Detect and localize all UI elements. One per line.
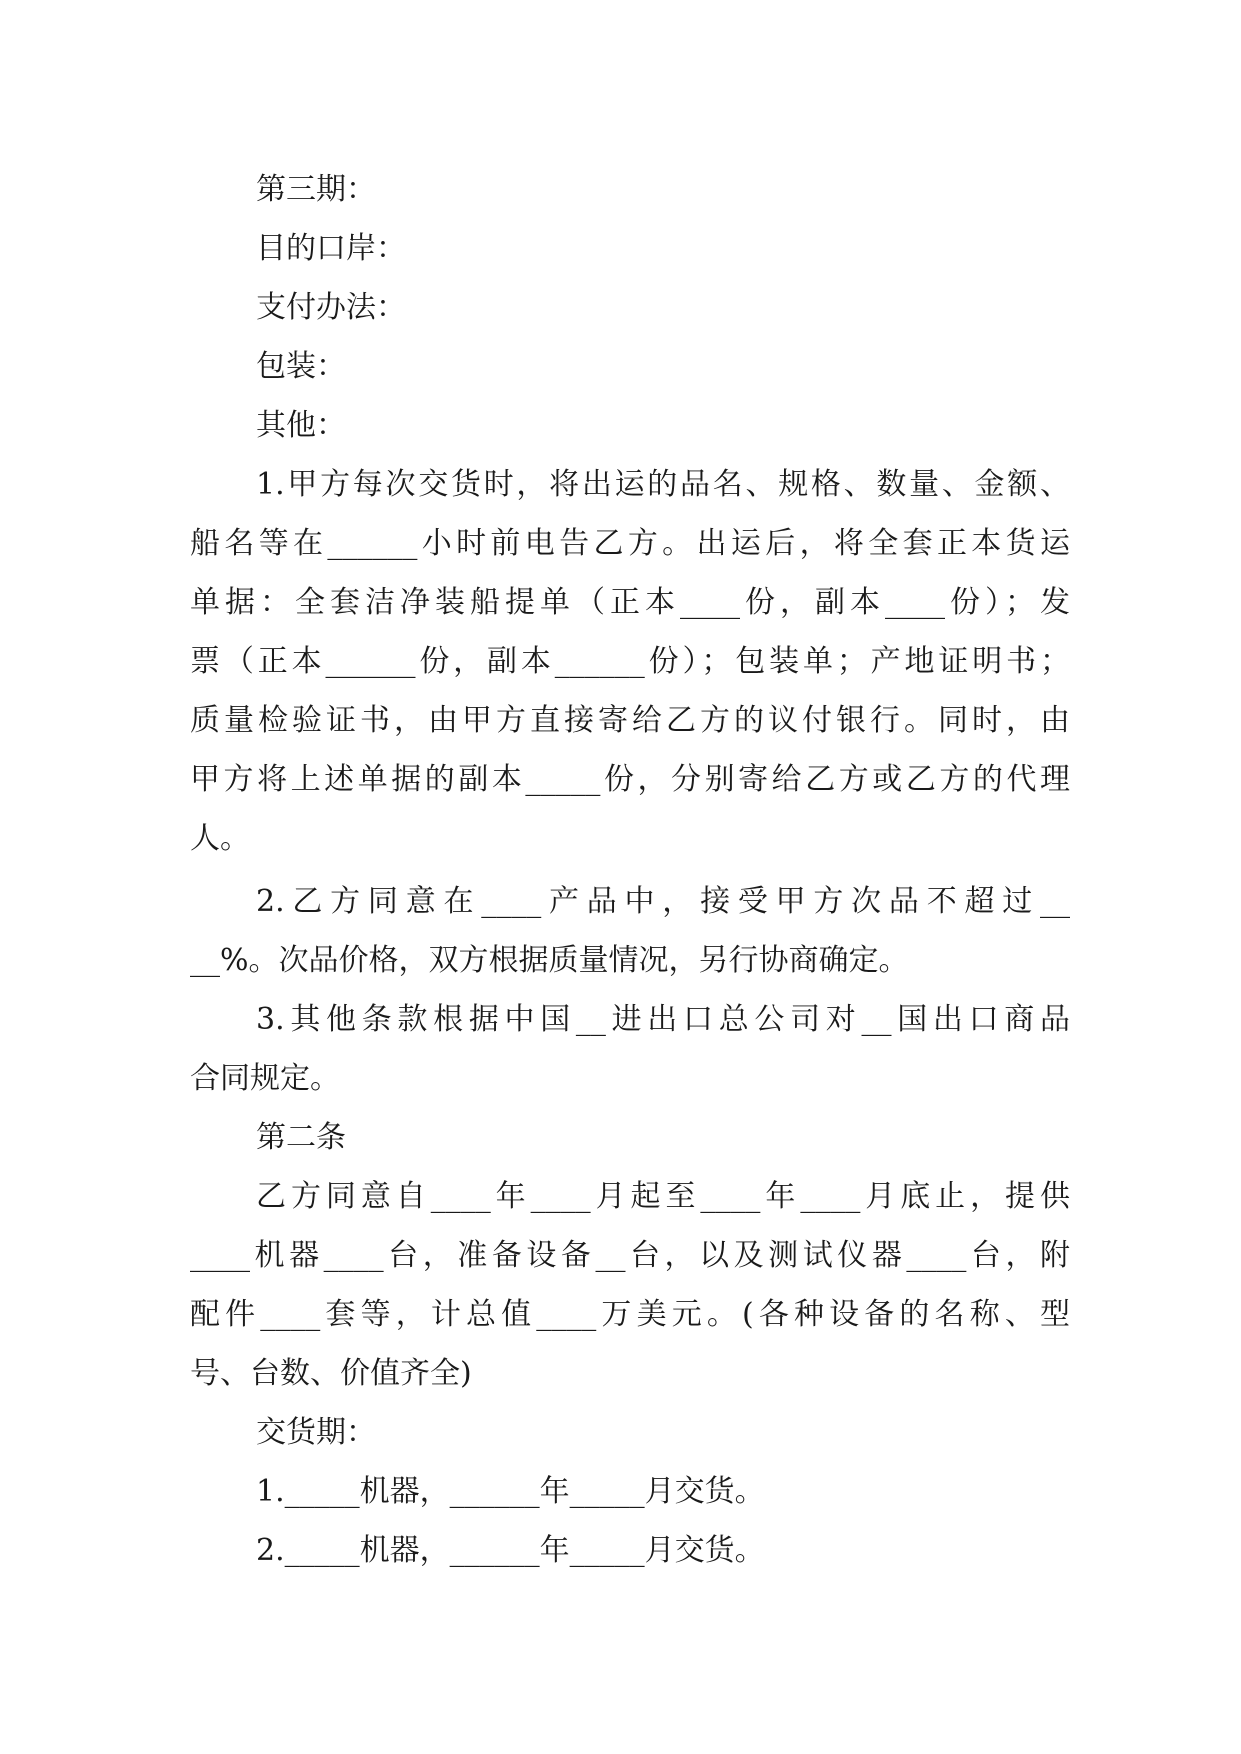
delivery-item-1: 1._____机器，______年_____月交货。 (256, 1474, 765, 1509)
article-two-heading: 第二条 (256, 1120, 346, 1155)
clause-1-line-3: 单据：全套洁净装船提单（正本____份，副本____份）；发 (190, 585, 1070, 620)
document-body (190, 160, 1070, 1580)
clause-1-line-1: 1.甲方每次交货时，将出运的品名、规格、数量、金额、 (256, 467, 1070, 502)
delivery-period-label: 交货期： (256, 1415, 376, 1450)
article-two-line-2: ____机器____台，准备设备__台，以及测试仪器____台，附 (190, 1238, 1070, 1273)
heading-phase-three: 第三期： (256, 172, 376, 207)
clause-2-line-1: 2.乙方同意在____产品中，接受甲方次品不超过__ (256, 884, 1070, 919)
clause-1-line-2: 船名等在______小时前电告乙方。出运后，将全套正本货运 (190, 526, 1070, 561)
article-two-line-4: 号、台数、价值齐全) (190, 1356, 472, 1391)
article-two-line-3: 配件____套等，计总值____万美元。(各种设备的名称、型 (190, 1297, 1070, 1332)
clause-2-line-2: __%。次品价格，双方根据质量情况，另行协商确定。 (190, 943, 909, 978)
clause-1-line-6: 甲方将上述单据的副本_____份，分别寄给乙方或乙方的代理 (190, 762, 1070, 797)
clause-1-line-4: 票（正本______份，副本______份）；包装单；产地证明书； (190, 644, 1070, 679)
clause-1-line-5: 质量检验证书，由甲方直接寄给乙方的议付银行。同时，由 (190, 703, 1070, 738)
other-label: 其他： (256, 408, 346, 443)
destination-port-label: 目的口岸： (256, 231, 406, 266)
clause-3-line-1: 3.其他条款根据中国__进出口总公司对__国出口商品 (256, 1002, 1070, 1037)
article-two-line-1: 乙方同意自____年____月起至____年____月底止，提供 (256, 1179, 1070, 1214)
payment-method-label: 支付办法： (256, 290, 406, 325)
clause-3-line-2: 合同规定。 (190, 1061, 340, 1096)
delivery-item-2: 2._____机器，______年_____月交货。 (256, 1533, 765, 1568)
clause-1-line-7: 人。 (190, 821, 250, 856)
packaging-label: 包装： (256, 349, 346, 384)
